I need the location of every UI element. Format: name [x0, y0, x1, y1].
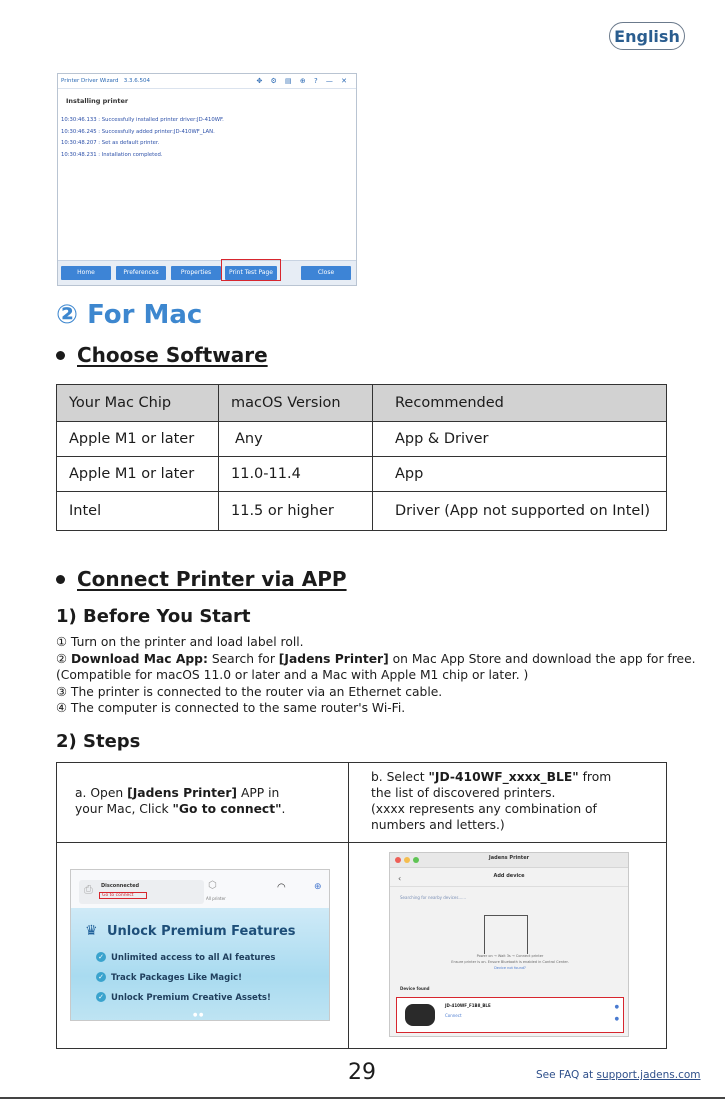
log-line: 10:30:46.245 : Successfully added printer:JD-410WF_LAN. [61, 128, 215, 135]
premium-banner[interactable] [71, 908, 329, 1021]
wizard-title: Printer Driver Wizard [61, 78, 119, 84]
table-cell: Intel [57, 492, 219, 531]
crown-icon: ♛ [85, 923, 98, 939]
printer-thumbnail-icon [405, 1004, 435, 1026]
log-line: 10:30:48.231 : Installation completed. [61, 151, 163, 158]
window-titlebar [390, 853, 628, 868]
printer-driver-wizard-screenshot [57, 73, 357, 286]
status-text: Disconnected [101, 883, 140, 889]
page-number: 29 [348, 1060, 376, 1085]
page-title: Add device [493, 873, 525, 879]
divider [348, 763, 349, 1048]
step-a-text: a. Open [Jadens Printer] APP in your Mac, Click "Go to connect". [75, 786, 286, 816]
table-cell: Any [219, 422, 373, 457]
app-top-area [71, 870, 329, 908]
list-item: ③ The printer is connected to the router via an Ethernet cable. [56, 684, 443, 699]
footer-rule [0, 1097, 725, 1099]
window-title: Jadens Printer [488, 855, 530, 861]
all-printer-label: All printer [206, 896, 226, 901]
connect-link[interactable]: Connect [445, 1013, 462, 1018]
log-line: 10:30:48.207 : Set as default printer. [61, 140, 160, 146]
before-start-heading: 1) Before You Start [56, 606, 251, 627]
table-cell: App & Driver [373, 422, 667, 457]
table-cell: 11.5 or higher [219, 492, 373, 531]
preferences-button[interactable]: Preferences [116, 266, 166, 280]
divider [390, 886, 628, 887]
printer-outline-icon [484, 915, 528, 954]
table-cell: Apple M1 or later [57, 422, 219, 457]
faq-text: See FAQ at support.jadens.com [536, 1069, 701, 1081]
list-item: ② Download Mac App: Search for [Jadens Printer] on Mac App Store and download the app for free. [56, 651, 696, 666]
before-start-list [56, 634, 696, 717]
feature-item: ✓ Track Packages Like Magic! [111, 973, 242, 983]
wizard-button-bar [58, 260, 356, 285]
table-row [57, 422, 667, 457]
software-table [56, 384, 667, 531]
table-cell: App [373, 457, 667, 492]
device-found-label: Device found [400, 986, 430, 991]
wizard-window-icons: ✥ ⚙ ▤ ⊕ ? — ✕ [256, 77, 350, 85]
list-item: ① Turn on the printer and load label roll. [56, 635, 304, 649]
info-icon[interactable]: ● [614, 1004, 619, 1010]
properties-button[interactable]: Properties [171, 266, 221, 280]
step-b-text: b. Select "JD-410WF_xxxx_BLE" from the list of discovered printers. (xxxx represents any combination of numbers and letters.) [371, 770, 612, 832]
bullet-icon [56, 351, 65, 360]
check-icon: ✓ [96, 972, 106, 982]
banner-title: Unlock Premium Features [107, 924, 296, 939]
app-home-screenshot [70, 869, 330, 1021]
steps-heading: 2) Steps [56, 731, 141, 752]
list-item: ④ The computer is connected to the same router's Wi-Fi. [56, 701, 406, 716]
add-icon[interactable]: ⊕ [314, 882, 322, 892]
check-icon: ✓ [96, 952, 106, 962]
table-cell: 11.0-11.4 [219, 457, 373, 492]
home-button[interactable]: Home [61, 266, 111, 280]
feature-item: ✓ Unlock Premium Creative Assets! [111, 993, 271, 1003]
faq-link[interactable]: support.jadens.com [596, 1069, 701, 1081]
table-cell: Apple M1 or later [57, 457, 219, 492]
choose-software-heading: Choose Software [56, 343, 268, 367]
table-header: Your Mac Chip [57, 385, 219, 422]
bullet-icon [56, 575, 65, 584]
list-item: (Compatible for macOS 11.0 or later and a Mac with Apple M1 chip or later. ) [56, 668, 529, 683]
section-title: ② For Mac [56, 300, 203, 330]
check-icon: ✓ [96, 992, 106, 1002]
back-chevron-icon[interactable]: ‹ [398, 874, 402, 883]
table-cell: Driver (App not supported on Intel) [373, 492, 667, 531]
wizard-titlebar [58, 74, 356, 89]
status-card [79, 880, 204, 904]
printer-cube-icon: ⬡ [208, 880, 217, 891]
language-badge: English [609, 22, 685, 50]
table-row [57, 492, 667, 531]
wizard-version: 3.3.6.504 [123, 78, 150, 84]
feature-item: ✓ Unlimited access to all AI features [111, 953, 276, 963]
log-line: 10:30:46.133 : Successfully installed printer driver:JD-410WF. [61, 117, 224, 123]
add-device-screenshot [389, 852, 629, 1037]
divider [57, 842, 666, 843]
pager-dots: ● ● [193, 1012, 204, 1018]
device-item[interactable] [396, 997, 624, 1033]
wizard-subtitle: Installing printer [66, 97, 129, 105]
go-to-connect-link[interactable]: Go to connect [99, 892, 147, 899]
table-header: Recommended [373, 385, 667, 422]
device-name: JD-410WF_F1B8_BLE [445, 1003, 491, 1008]
hint-text: Power on → Wait 3s → Connect printer Ensure printer is on. Ensure Bluetooth is enabled in Control Center. Device not found? [451, 954, 569, 970]
print-test-page-button[interactable]: Print Test Page [225, 266, 277, 280]
searching-text: Searching for nearby devices...... [400, 895, 467, 900]
more-icon[interactable]: ● [614, 1016, 619, 1022]
table-row [57, 457, 667, 492]
close-button[interactable]: Close [301, 266, 351, 280]
headset-icon[interactable]: ◠ [277, 882, 286, 893]
printer-icon: ⎙ [84, 883, 93, 896]
table-header: macOS Version [219, 385, 373, 422]
connect-heading: Connect Printer via APP [56, 567, 347, 591]
table-header-row [57, 385, 667, 422]
wizard-log [58, 105, 356, 161]
